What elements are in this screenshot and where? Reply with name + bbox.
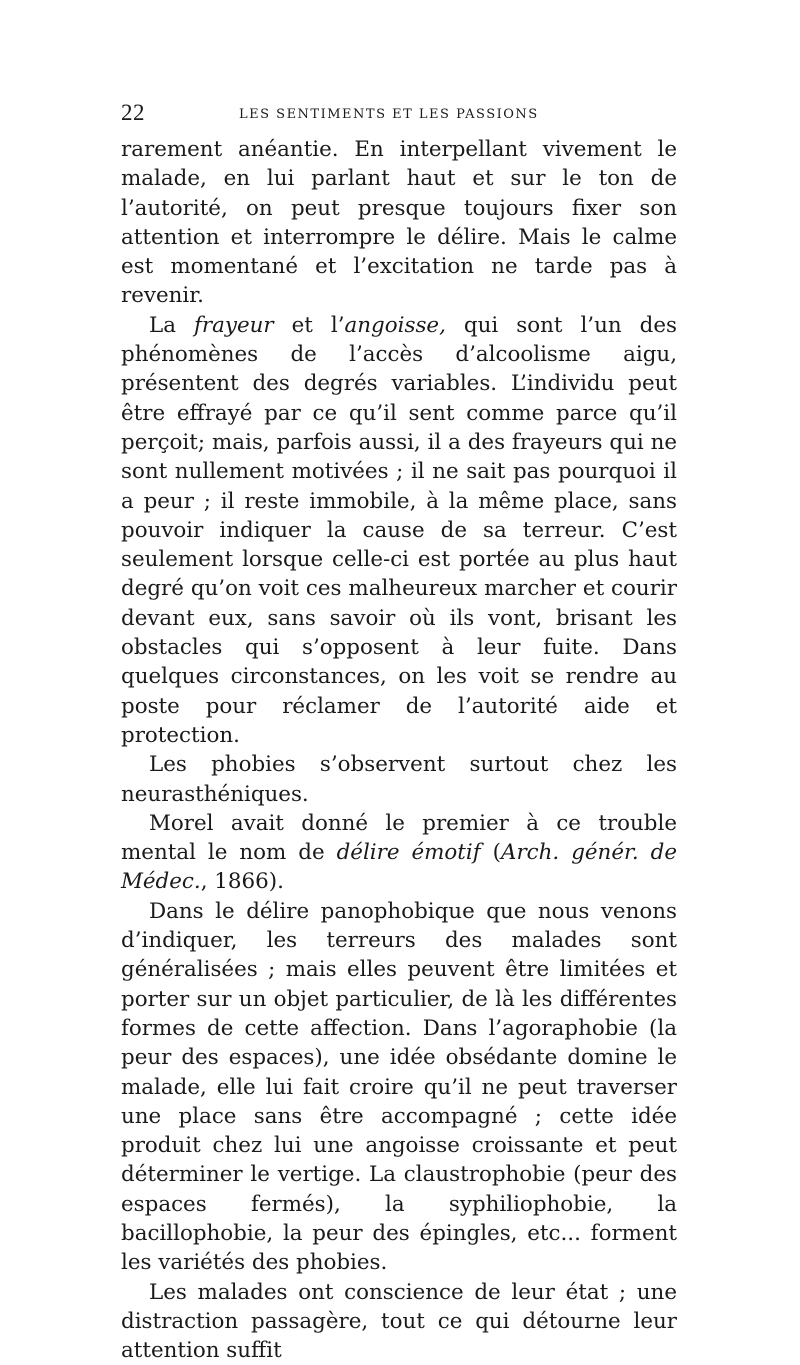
running-head: LES SENTIMENTS ET LES PASSIONS	[239, 107, 539, 122]
term-delire-emotif: délire émotif	[336, 840, 481, 866]
paragraph-5: Dans le délire panophobique que nous venons d’indiquer, les terreurs des malades sont généralisées ; mais elles peuvent être limitées et porter sur un objet particulier, de là les différentes formes de cette affection. Dans l’agoraphobie (la peur des espaces), une idée obsédante domine le malade, elle lui fait croire qu’il ne peut traverser une place sans être accompagné ; cette idée produit chez lui une angoisse croissante et peut déterminer le vertige. La claustrophobie (peur des espaces fermés), la syphiliophobie, la bacillophobie, la peur des épingles, etc... forment les variétés des phobies.	[121, 898, 677, 1276]
paragraph-4	[121, 809, 677, 897]
paragraph-6: Les malades ont conscience de leur état ; une distraction passagère, tout ce qui détourne leur attention suffit	[121, 1279, 677, 1364]
citation-source: Arch. génér. de Médec.	[121, 840, 677, 895]
term-frayeur: frayeur	[193, 312, 274, 338]
paragraph-2-part-b: et l’	[273, 312, 345, 338]
paragraph-2-part-a: La	[149, 312, 194, 338]
term-angoisse: angoisse,	[344, 312, 446, 338]
paragraph-2	[121, 311, 677, 750]
page-header	[121, 100, 681, 130]
paragraph-1: rarement anéantie. En interpellant vivement le malade, en lui parlant haut et sur le ton de l’autorité, on peut presque toujours fixer son attention et interrompre le délire. Mais le calme est momentané et l’excitation ne tarde pas à revenir.	[121, 137, 677, 309]
paragraph-2-part-c: qui sont l’un des phénomènes de l’accès d’alcoolisme aigu, présentent des degrés variables. L’individu peut être effrayé par ce qu’il sent comme parce qu’il perçoit; mais, parfois aussi, il a des frayeurs qui ne sont nullement motivées ; il ne sait pas pourquoi il a peur ; il reste immobile, à la même place, sans pouvoir indiquer la cause de sa terreur. C’est seulement lorsque celle-ci est portée au plus haut degré qu’on voit ces malheureux marcher et courir devant eux, sans savoir où ils vont, brisant les obstacles qui s’opposent à leur fuite. Dans quelques circonstances, on les voit se rendre au poste pour réclamer de l’autorité aide et protection.	[121, 312, 677, 748]
page-number: 22	[121, 100, 145, 125]
paragraph-3: Les phobies s’observent surtout chez les neurasthéniques.	[121, 752, 677, 807]
paragraph-4-part-c: , 1866).	[200, 869, 284, 895]
paragraph-4-part-a: Morel avait donné le premier à ce trouble mental le nom de	[121, 810, 677, 866]
body-text	[121, 135, 677, 1365]
paragraph-4-part-b: (	[480, 840, 501, 866]
